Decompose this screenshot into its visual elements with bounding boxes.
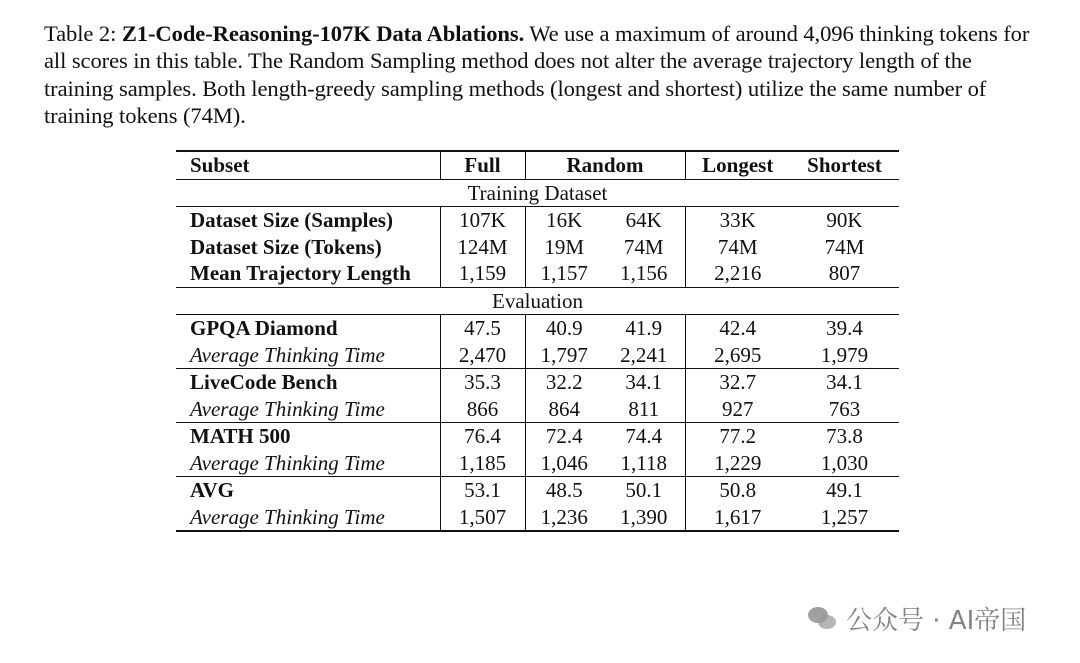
- cell-full: 35.3: [440, 369, 525, 396]
- cell-random-2: 1,390: [620, 504, 668, 529]
- cell-random-1: 32.2: [525, 369, 603, 396]
- cell-random-2: 64K: [625, 208, 662, 232]
- section-row-training: [176, 179, 899, 207]
- table-row: [176, 423, 899, 450]
- header-row: [176, 151, 899, 179]
- cell-longest: 74M: [685, 234, 790, 261]
- watermark-text: 公众号 · AI帝国: [846, 606, 1027, 636]
- cell-full: 124M: [440, 234, 525, 261]
- watermark: [808, 600, 1026, 637]
- cell-full: 53.1: [440, 477, 525, 504]
- cell-shortest: 763: [790, 396, 899, 423]
- cell-longest: 42.4: [685, 315, 790, 342]
- cell-random-1: 72.4: [525, 423, 603, 450]
- cell-shortest: 73.8: [826, 424, 863, 448]
- cell-random-2: 811: [603, 396, 685, 423]
- benchmark-name: LiveCode Bench: [190, 370, 338, 394]
- table-row: [176, 207, 899, 234]
- thinking-time-label: Average Thinking Time: [176, 450, 440, 477]
- table-row: [176, 315, 899, 342]
- benchmark-name: AVG: [190, 478, 234, 502]
- cell-random-2: 34.1: [625, 370, 663, 394]
- thinking-time-label: Average Thinking Time: [176, 342, 440, 369]
- cell-full: 76.4: [440, 423, 525, 450]
- caption-prefix: Table 2:: [44, 21, 122, 46]
- benchmark-name: GPQA Diamond: [190, 316, 338, 340]
- cell-random-2: 1,118: [603, 450, 685, 477]
- table-row: [176, 260, 899, 287]
- table-row: [176, 477, 899, 504]
- cell-random-2: 1,156: [603, 260, 685, 287]
- row-label: Mean Trajectory Length: [176, 260, 440, 287]
- table-caption: [44, 20, 1044, 129]
- cell-longest: 2,695: [685, 342, 790, 369]
- cell-random-1: 48.5: [525, 477, 603, 504]
- cell-random-2: 74.4: [625, 424, 663, 448]
- header-longest: Longest: [685, 151, 790, 179]
- cell-random-2: 2,241: [603, 342, 685, 369]
- ablation-table: [176, 150, 899, 532]
- cell-longest: 50.8: [685, 477, 790, 504]
- cell-full: 107K: [440, 207, 525, 234]
- table-row: [176, 396, 899, 423]
- cell-random-1: 864: [525, 396, 603, 423]
- section-evaluation-label: Evaluation: [176, 287, 899, 315]
- cell-full: 2,470: [440, 342, 525, 369]
- header-subset: Subset: [176, 151, 440, 179]
- cell-random-2: 50.1: [625, 478, 663, 502]
- cell-random-1: 19M: [525, 234, 603, 261]
- table-row: [176, 342, 899, 369]
- cell-shortest: 34.1: [826, 370, 863, 394]
- cell-shortest: 39.4: [826, 316, 863, 340]
- cell-shortest: 1,257: [820, 504, 869, 529]
- table-row: [176, 450, 899, 477]
- cell-random-1: 16K: [525, 207, 603, 234]
- table-row: [176, 369, 899, 396]
- wechat-icon: [808, 607, 838, 631]
- cell-random-1: 1,046: [525, 450, 603, 477]
- caption-title: Z1-Code-Reasoning-107K Data Ablations.: [121, 21, 525, 46]
- cell-random-1: 40.9: [525, 315, 603, 342]
- cell-full: 1,185: [440, 450, 525, 477]
- cell-longest: 1,229: [685, 450, 790, 477]
- caption-body: We use a maximum of around 4,096 thinking tokens for all scores in this table. The Random Sampling method does not alter the average trajectory length of the training samples. Both length-greedy sampling methods (longest and shortest) utilize the same number of training tokens (74M).: [44, 21, 1030, 128]
- thinking-time-label: Average Thinking Time: [176, 396, 440, 423]
- thinking-time-label: Average Thinking Time: [190, 504, 385, 529]
- row-label: Dataset Size (Samples): [190, 208, 393, 232]
- cell-full: 1,159: [440, 260, 525, 287]
- cell-full: 1,507: [440, 504, 525, 532]
- header-shortest: Shortest: [790, 151, 899, 179]
- row-label: Dataset Size (Tokens): [190, 234, 382, 259]
- header-random: Random: [525, 151, 685, 179]
- cell-random-1: 1,797: [525, 342, 603, 369]
- section-row-evaluation: [176, 287, 899, 315]
- cell-longest: 1,617: [685, 504, 790, 532]
- cell-shortest: 90K: [826, 208, 863, 232]
- cell-longest: 77.2: [685, 423, 790, 450]
- table-row: [176, 234, 899, 261]
- cell-longest: 33K: [685, 207, 790, 234]
- cell-longest: 32.7: [685, 369, 790, 396]
- header-full: Full: [440, 151, 525, 179]
- table-row: [176, 504, 899, 532]
- cell-random-1: 1,157: [525, 260, 603, 287]
- cell-shortest: 49.1: [826, 478, 863, 502]
- cell-shortest: 1,979: [790, 342, 899, 369]
- benchmark-name: MATH 500: [190, 424, 291, 448]
- cell-full: 47.5: [440, 315, 525, 342]
- cell-longest: 927: [685, 396, 790, 423]
- cell-full: 866: [440, 396, 525, 423]
- cell-longest: 2,216: [685, 260, 790, 287]
- cell-shortest: 1,030: [790, 450, 899, 477]
- cell-shortest: 74M: [824, 234, 865, 259]
- cell-random-2: 41.9: [625, 316, 663, 340]
- cell-shortest: 807: [790, 260, 899, 287]
- cell-random-2: 74M: [623, 234, 664, 259]
- section-training-label: Training Dataset: [176, 179, 899, 207]
- cell-random-1: 1,236: [525, 504, 603, 532]
